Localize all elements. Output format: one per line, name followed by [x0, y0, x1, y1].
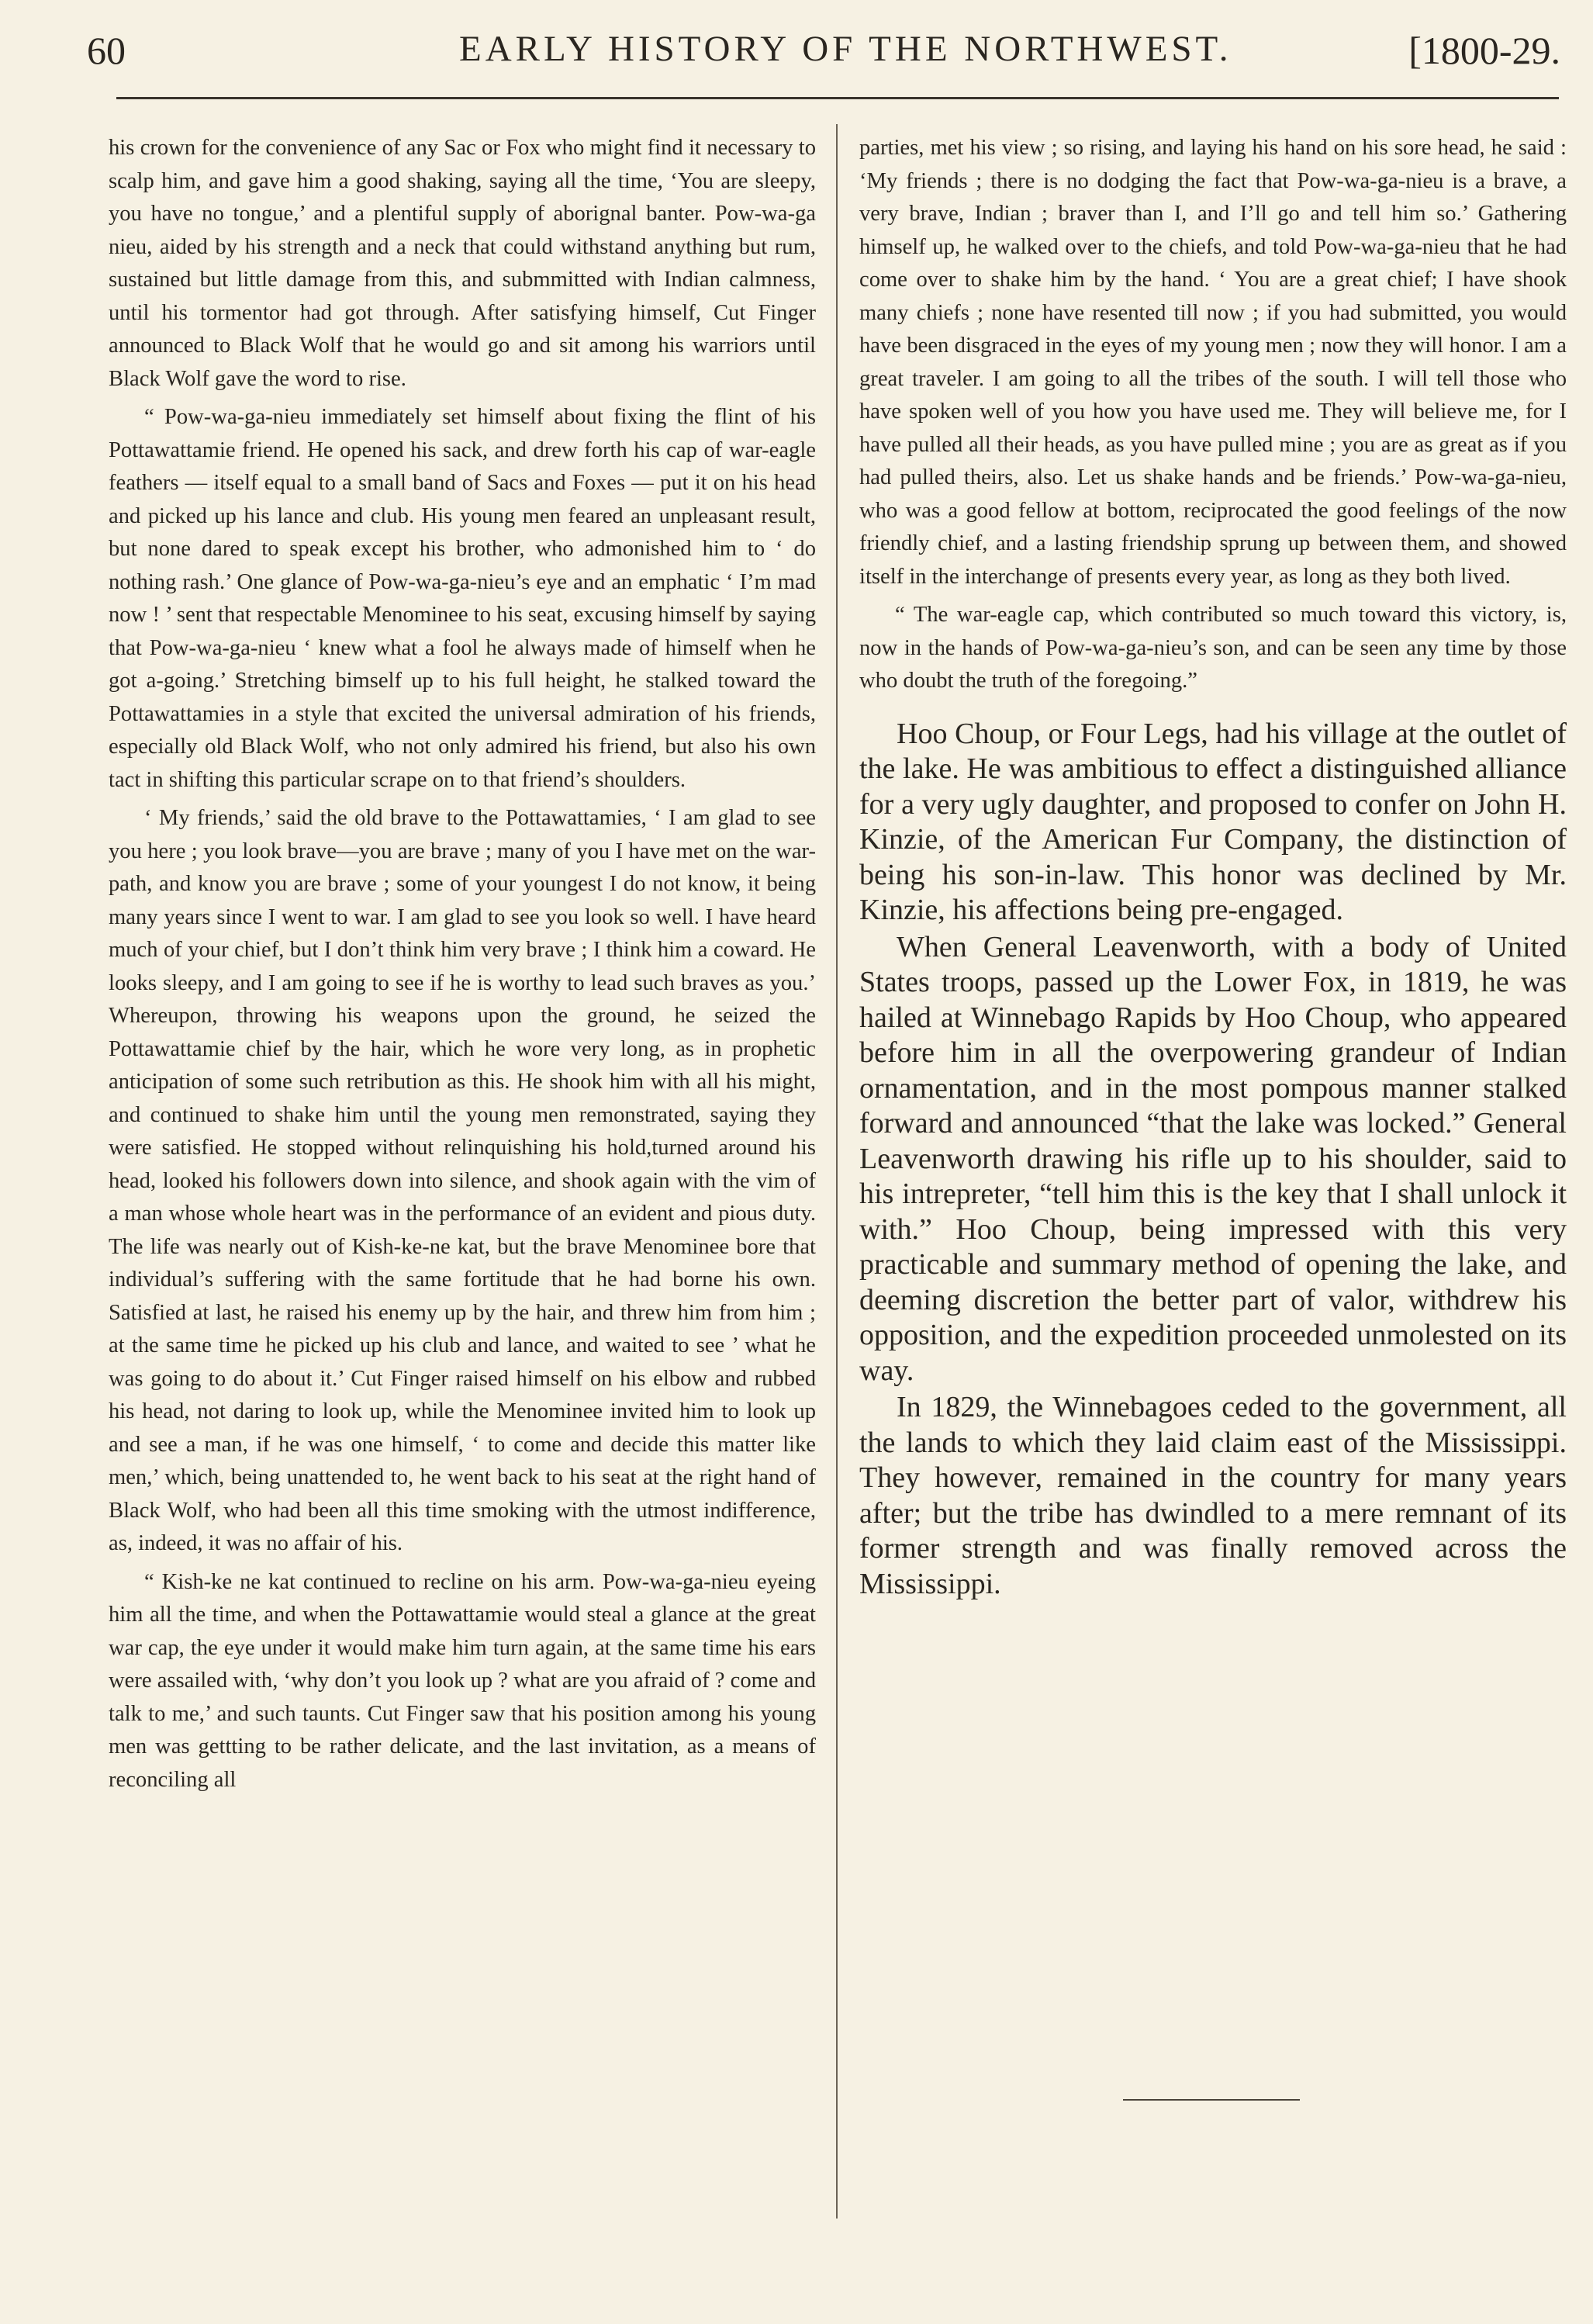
paragraph: “ Kish-ke ne kat continued to recline on his arm. Pow-wa-ga-nieu eyeing him all the time, and when the Pottawattamie would steal a glance at the great war cap, the eye under it would make him turn again, at the same time his ears were assailed with, ‘why don’t you look up ? what are you afraid of ? come and talk to me,’ and such taunts. Cut Finger saw that his position among his young men was gettting to be rather delicate, and the last invitation, as a means of reconciling all: [109, 1569, 816, 1792]
paragraph: In 1829, the Winnebagoes ceded to the government, all the lands to which they laid claim east of the Mississippi. They however, remained in the country for many years after; but the tribe has dwindled to a mere remnant of its former strength and was finally removed across the Mississippi.: [859, 1391, 1567, 1600]
paragraph: his crown for the convenience of any Sac or Fox who might find it necessary to scalp him, and gave him a good shaking, saying all the time, ‘You are sleepy, you have no tongue,’ and a plentiful supply of aborignal banter. Pow-wa-ga nieu, aided by his strength and a neck that could withstand anything but rum, sustained but little damage from this, and submmitted with Indian calmness, until his tormentor had got through. After satisfying himself, Cut Finger announced to Black Wolf that he would go and sit among his warriors until Black Wolf gave the word to rise.: [109, 136, 816, 391]
header-rule: [116, 97, 1559, 99]
date-range: [1800-29.: [1408, 29, 1560, 72]
paragraph: Hoo Choup, or Four Legs, had his village at the outlet of the lake. He was ambitious to effect a distinguished alliance for a very ugly daughter, and proposed to confer on John H. Kinzie, of the American Fur Company, the distinction of being his son-in-law. This honor was declined by Mr. Kinzie, his affections being pre-engaged.: [859, 717, 1567, 926]
narrative-section: [859, 717, 1567, 1603]
paragraph: “ The war-eagle cap, which contributed so much toward this victory, is, now in the hands of Pow-wa-ga-nieu’s son, and can be seen any time by those who doubt the truth of the foregoing.”: [859, 603, 1567, 693]
running-title: EARLY HISTORY OF THE NORTHWEST.: [459, 29, 1232, 69]
column-divider: [836, 124, 838, 2219]
paragraph: “ Pow-wa-ga-nieu immediately set himself about fixing the flint of his Pottawattamie friend. He opened his sack, and drew forth his cap of war-eagle feathers — itself equal to a small band of Sacs and Foxes — put it on his head and picked up his lance and club. His young men feared an unpleasant result, but none dared to speak except his brother, who admonished him to ‘ do nothing rash.’ One glance of Pow-wa-ga-nieu’s eye and an emphatic ‘ I’m mad now ! ’ sent that respectable Menominee to his seat, excusing himself by saying that Pow-wa-ga-nieu ‘ knew what a fool he always made of himself when he got a-going.’ Stretching bimself up to his full height, he stalked toward the Pottawattamies in a style that excited the universal admiration of his friends, especially old Black Wolf, who not only admired his friend, but also his own tact in shifting this particular scrape on to that friend’s shoulders.: [109, 405, 816, 792]
page-number: 60: [87, 29, 126, 72]
paragraph: parties, met his view ; so rising, and laying his hand on his sore head, he said : ‘My friends ; there is no dodging the fact that Pow-wa-ga-nieu is a brave, a very brave, Indian ; braver than I, and I’ll go and tell him so.’ Gathering himself up, he walked over to the chiefs, and told Pow-wa-ga-nieu that he had come over to shake him by the hand. ‘ You are a great chief; I have shook many chiefs ; none have resented till now ; if you had submitted, you would have been disgraced in the eyes of my young men ; now they will honor. I am a great traveler. I am going to all the tribes of the south. I will tell those who have spoken well of you how you have used me. They will believe me, for I have pulled all their heads, as you have pulled mine ; you are as great as if you had pulled theirs, also. Let us shake hands and be friends.’ Pow-wa-ga-nieu, who was a good fellow at bottom, reciprocated the good feelings of the now friendly chief, and a lasting friendship sprung up between them, and showed itself in the interchange of presents every year, as long as they both lived.: [859, 136, 1567, 589]
right-column: [859, 132, 1567, 1603]
page-header: [87, 28, 1560, 82]
section-end-rule: [1123, 2099, 1300, 2101]
quotation-continuation: [859, 132, 1567, 698]
paragraph: ‘ My friends,’ said the old brave to the Pottawattamies, ‘ I am glad to see you here ; you look brave—you are brave ; many of you I have met on the war-path, and know you are brave ; some of your youngest I do not know, it being many years since I went to war. I am glad to see you look so well. I have heard much of your chief, but I don’t think him very brave ; I think him a coward. He looks sleepy, and I am going to see if he is worthy to lead such braves as you.’ Whereupon, throwing his weapons upon the ground, he seized the Pottawattamie chief by the hair, which he wore very long, as in prophetic anticipation of some such retribution as this. He shook him with all his might, and continued to shake him until the young men remonstrated, saying they were satisfied. He stopped without relinquishing his hold,turned around his head, looked his followers down into silence, and shook again with the vim of a man whose whole heart was in the performance of an evident and pious duty. The life was nearly out of Kish-ke-ne kat, but the brave Menominee bore that individual’s suffering with the same fortitude that he had borne his own. Satisfied at last, he raised his enemy up by the hair, and threw him from him ; at the same time he picked up his club and lance, and waited to see ’ what he was going to do about it.’ Cut Finger raised himself on his elbow and rubbed his head, not daring to look up, while the Menominee invited him to look up and see a man, if he was one himself, ‘ to come and decide this matter like men,’ which, being unattended to, he went back to his seat at the right hand of Black Wolf, who had been all this time smoking with the utmost indifference, as, indeed, it was no affair of his.: [109, 806, 816, 1555]
left-column: [109, 132, 816, 1802]
paragraph: When General Leavenworth, with a body of United States troops, passed up the Lower Fox, in 1819, he was hailed at Winnebago Rapids by Hoo Choup, who appeared before him in all the overpowering grandeur of Indian ornamentation, and in the most pompous manner stalked forward and announced “that the lake was locked.” General Leavenworth drawing his rifle up to his shoulder, said to his intrepreter, “tell him this is the key that I shall unlock it with.” Hoo Choup, being impressed with this very practicable and summary method of opening the lake, and deeming discretion the better part of valor, withdrew his opposition, and the expedition proceeded unmolested on its way.: [859, 930, 1567, 1387]
